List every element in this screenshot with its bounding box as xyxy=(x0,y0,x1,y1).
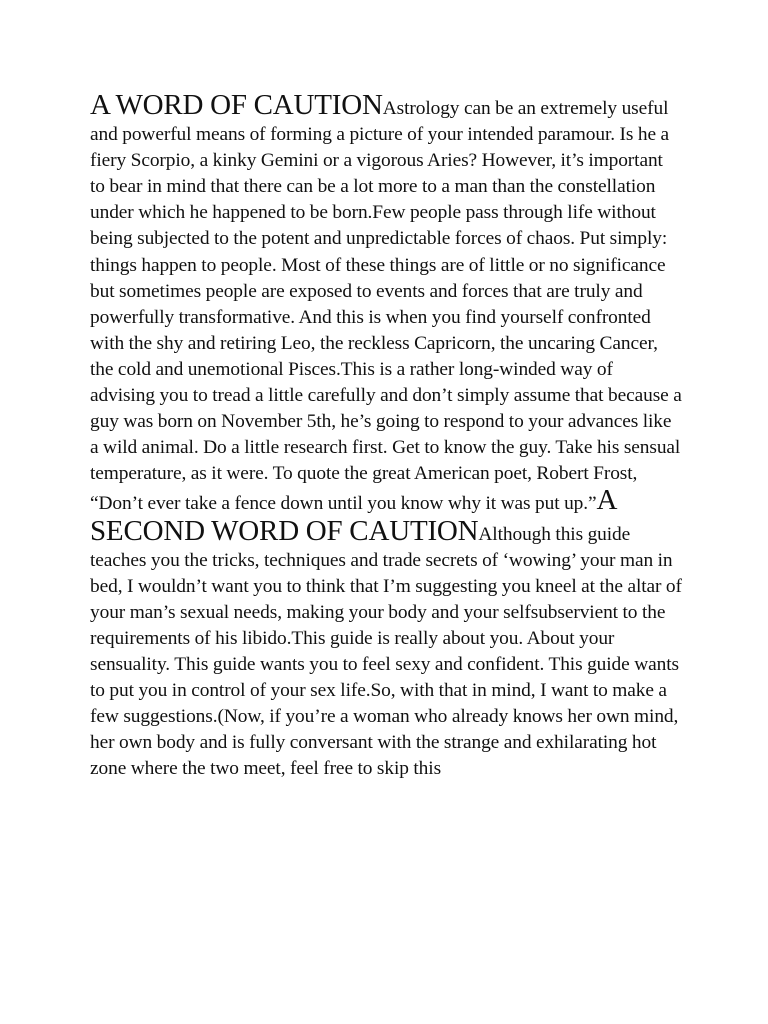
section-body-1: Astrology can be an extremely useful and powerful means of forming a picture of your intended paramour. Is he a fiery Scorpio, a kinky Gemini or a vigorous Aries? However, it’s important to bear in mind that there can be a lot more to a man than the constellation under which he happened to be born.Few people pass through life without being subjected to the potent and unpredictable forces of chaos. Put simply: things happen to people. Most of these things are of little or no significance but sometimes people are exposed to events and forces that are truly and powerfully transformative. And this is when you find yourself confronted with the shy and retiring Leo, the reckless Capricorn, the uncaring Cancer, the cold and unemotional Pisces.This is a rather long-winded way of advising you to tread a little carefully and don’t simply assume that because a guy was born on November 5th, he’s going to respond to your advances like a wild animal. Do a little research first. Get to know the guy. Take his sensual temperature, as it were. To quote the great American poet, Robert Frost, “Don’t ever take a fence down until you know why it was put up.” xyxy=(90,98,682,515)
section-heading-2: A SECOND WORD OF CAUTION xyxy=(90,484,616,547)
section-body-2: Although this guide teaches you the tricks, techniques and trade secrets of ‘wowing’ your man in bed, I wouldn’t want you to think that I’m suggesting you kneel at the altar of your man’s sexual needs, making your body and your selfsubservient to the requirements of his libido.This guide is really about you. About your sensuality. This guide wants you to feel sexy and confident. This guide wants to put you in control of your sex life.So, with that in mind, I want to make a few suggestions.(Now, if you’re a woman who already knows her own mind, her own body and is fully conversant with the strange and exhilarating hot zone where the two meet, feel free to skip this xyxy=(90,523,682,780)
document-page xyxy=(90,89,682,782)
section-heading-1: A WORD OF CAUTION xyxy=(90,89,383,121)
document-text xyxy=(90,89,682,782)
